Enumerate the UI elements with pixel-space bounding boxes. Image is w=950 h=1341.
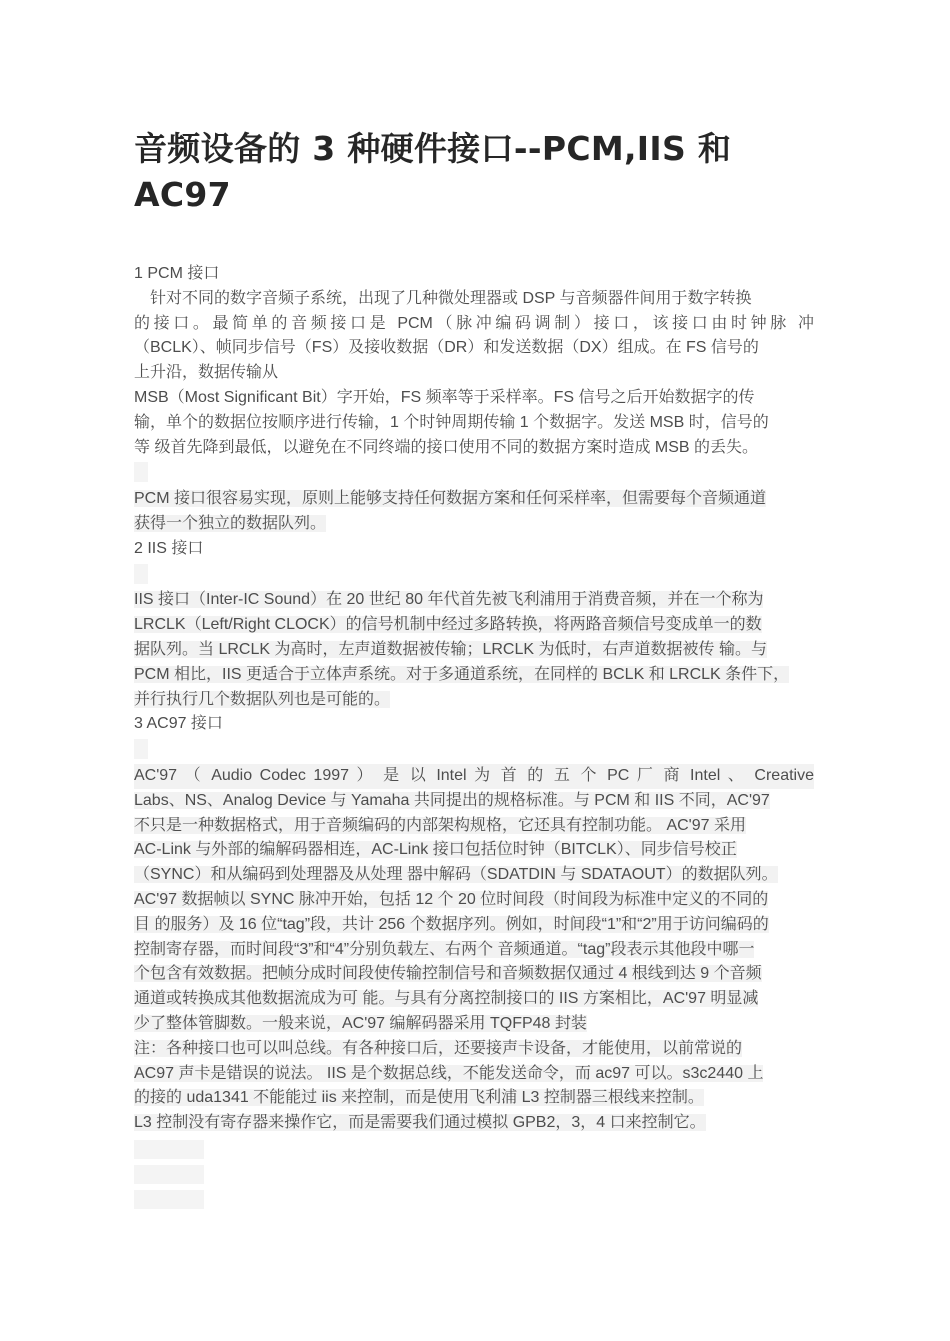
section-3-line: Labs、NS、Analog Device 与 Yamaha 共同提出的规格标准。与 PCM 和 IIS 不同，AC'97 (134, 791, 770, 809)
section-3-line: 少了整体管脚数。一般来说，AC'97 编解码器采用 TQFP48 封装 (134, 1014, 587, 1032)
section-1-line: 针对不同的数字音频子系统，出现了几种微处理器或 DSP 与音频器件间用于数字转换 (150, 289, 752, 307)
section-3-line: 目 的服务）及 16 位“tag”段，共计 256 个数据序列。例如，时间段“1”和“2”用于访问编码的 (134, 915, 769, 933)
section-1-line: （BCLK）、帧同步信号（FS）及接收数据（DR）和发送数据（DX）组成。在 FS 信号的 (134, 339, 759, 357)
section-2-line: 据队列。当 LRCLK 为高时，左声道数据被传输；LRCLK 为低时，右声道数据被传 输。与 (134, 640, 767, 658)
section-1-line: 等 级首先降到最低，以避免在不同终端的接口使用不同的数据方案时造成 MSB 的丢失。 (134, 438, 759, 456)
section-3-heading: 3 AC97 接口 (134, 715, 223, 733)
blank-line (134, 564, 814, 589)
section-1-paragraph-2-line: 获得一个独立的数据队列。 (134, 514, 327, 532)
section-3-line: 不只是一种数据格式，用于音频编码的内部架构规格，它还具有控制功能。 AC'97 采用 (134, 816, 746, 834)
note-line: AC97 声卡是错误的说法。 IIS 是个数据总线，不能发送命令，而 ac97 可以。s3c2440 上 (134, 1064, 764, 1082)
trailing-empty-lines (134, 1140, 814, 1209)
section-1-line: 输，单个的数据位按顺序进行传输，1 个时钟周期传输 1 个数据字。发送 MSB 时，信号的 (134, 413, 769, 431)
section-3-line: 通道或转换成其他数据流成为可 能。与具有分离控制接口的 IIS 方案相比，AC'97 明显减 (134, 990, 759, 1008)
section-3-line: （SYNC）和从编码到处理器及从处理 器中解码（SDATDIN 与 SDATAOUT）的数据队列。 (134, 866, 778, 884)
section-1-line: MSB（Most Significant Bit）字开始，FS 频率等于采样率。FS 信号之后开始数据字的传 (134, 388, 755, 406)
empty-line-marker (134, 1165, 204, 1184)
document-page (134, 126, 814, 1215)
section-3-line: AC'97 数据帧以 SYNC 脉冲开始，包括 12 个 20 位时间段（时间段为标准中定义的不同的 (134, 890, 769, 908)
empty-line-marker (134, 1140, 204, 1159)
section-2-line: 并行执行几个数据队列也是可能的。 (134, 690, 391, 708)
section-2-line: IIS 接口（Inter-IC Sound）在 20 世纪 80 年代首先被飞利浦用于消费音频，并在一个称为 (134, 591, 764, 609)
title-line-2: AC97 (134, 175, 231, 214)
section-3-line: 个包含有效数据。把帧分成时间段使传输控制信号和音频数据仅通过 4 根线到达 9 个音频 (134, 965, 762, 983)
section-1-paragraph-2-line: PCM 接口很容易实现，原则上能够支持任何数据方案和任何采样率，但需要每个音频通道 (134, 490, 767, 508)
title-line-1: 音频设备的 3 种硬件接口--PCM,IIS 和 (134, 129, 732, 168)
note-line: L3 控制没有寄存器来操作它，而是需要我们通过模拟 GPB2，3，4 口来控制它。 (134, 1114, 706, 1132)
section-2-line: PCM 相比，IIS 更适合于立体声系统。对于多通道系统，在同样的 BCLK 和 LRCLK 条件下， (134, 665, 790, 683)
note-line: 注：各种接口也可以叫总线。有各种接口后，还要接声卡设备，才能使用，以前常说的 (134, 1039, 743, 1057)
section-1-line: 的接口。最简单的音频接口是 PCM（脉冲编码调制）接口，该接口由时钟脉 冲 (134, 314, 814, 332)
section-3-line: AC-Link 与外部的编解码器相连，AC-Link 接口包括位时钟（BITCLK）、同步信号校正 (134, 841, 737, 859)
empty-paragraph-marker (134, 462, 148, 482)
note-line: 的接的 uda1341 不能能过 iis 来控制，而是使用飞利浦 L3 控制器三根线来控制。 (134, 1089, 704, 1107)
section-1-line: 上升沿，数据传输从 (134, 364, 279, 382)
document-title (134, 126, 814, 218)
blank-line (134, 739, 814, 764)
document-body (134, 262, 814, 1209)
section-2-heading: 2 IIS 接口 (134, 539, 204, 557)
blank-line (134, 462, 814, 487)
empty-line-marker (134, 1190, 204, 1209)
section-3-line: AC'97 （ Audio Codec 1997 ） 是 以 Intel 为 首 的 五 个 PC 厂 商 Intel 、 Creative (134, 764, 814, 789)
empty-paragraph-marker (134, 739, 148, 759)
section-2-line: LRCLK（Left/Right CLOCK）的信号机制中经过多路转换，将两路音频信号变成单一的数 (134, 616, 762, 634)
section-3-line: 控制寄存器，而时间段“3”和“4”分别负载左、右两个 音频通道。“tag”段表示其他段中哪一 (134, 940, 755, 958)
empty-paragraph-marker (134, 564, 148, 584)
section-1-heading: 1 PCM 接口 (134, 265, 220, 282)
